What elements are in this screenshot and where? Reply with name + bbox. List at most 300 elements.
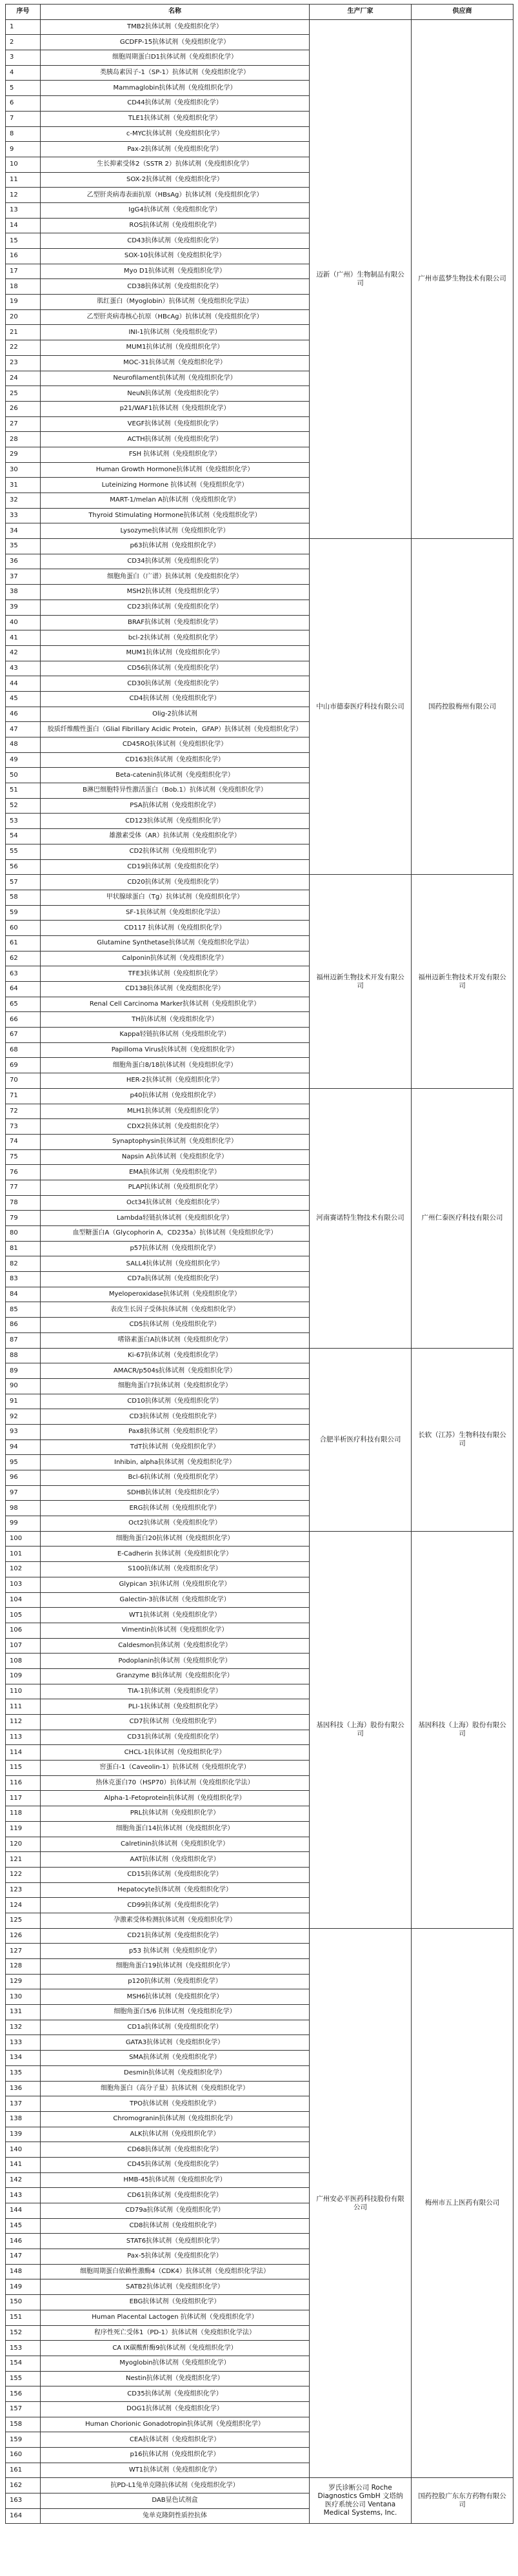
row-seq: 143 <box>6 2188 41 2203</box>
row-name: CD38抗体试剂（免疫组织化学） <box>41 279 310 295</box>
row-name: CD123抗体试剂（免疫组织化学） <box>41 814 310 829</box>
row-seq: 14 <box>6 218 41 233</box>
row-name: WT1抗体试剂（免疫组织化学） <box>41 1608 310 1623</box>
row-name: 细胞角蛋白5/6 抗体试剂（免疫组织化学） <box>41 2005 310 2020</box>
row-name: Beta-catenin抗体试剂（免疫组织化学） <box>41 768 310 783</box>
row-seq: 80 <box>6 1226 41 1242</box>
product-table <box>5 4 513 2524</box>
row-name: 兔单克隆阴性质控抗体 <box>41 2508 310 2524</box>
row-name: AMACR/p504s抗体试剂（免疫组织化学） <box>41 1363 310 1379</box>
row-name: p53 抗体试剂（免疫组织化学） <box>41 1944 310 1959</box>
row-seq: 87 <box>6 1332 41 1348</box>
row-seq: 55 <box>6 844 41 859</box>
row-seq: 23 <box>6 355 41 371</box>
row-seq: 113 <box>6 1730 41 1745</box>
table-row <box>6 1348 513 1363</box>
row-seq: 100 <box>6 1531 41 1547</box>
row-name: Renal Cell Carcinoma Marker抗体试剂（免疫组织化学） <box>41 997 310 1012</box>
row-seq: 50 <box>6 768 41 783</box>
row-name: INI-1抗体试剂（免疫组织化学） <box>41 325 310 340</box>
row-name: Human Placental Lactogen 抗体试剂（免疫组织化学） <box>41 2310 310 2325</box>
supplier-cell: 广州仁泰医疗科技有限公司 <box>412 1088 513 1348</box>
row-seq: 86 <box>6 1318 41 1333</box>
row-name: CD5抗体试剂（免疫组织化学） <box>41 1318 310 1333</box>
row-name: Myo D1抗体试剂（免疫组织化学） <box>41 264 310 279</box>
row-name: 细胞周期蛋白依赖性激酶4（CDK4）抗体试剂（免疫组织化学法） <box>41 2264 310 2279</box>
row-name: AAT抗体试剂（免疫组织化学） <box>41 1852 310 1868</box>
supplier-cell: 长软（江苏）生物科技有限公司 <box>412 1348 513 1531</box>
row-name: Hepatocyte抗体试剂（免疫组织化学） <box>41 1882 310 1898</box>
row-name: Pax-2抗体试剂（免疫组织化学） <box>41 142 310 157</box>
row-seq: 17 <box>6 264 41 279</box>
row-name: 类胰岛素因子-1（SP-1）抗体试剂（免疫组织化学） <box>41 65 310 81</box>
row-name: 甲状腺球蛋白（Tg）抗体试剂（免疫组织化学） <box>41 890 310 905</box>
row-seq: 107 <box>6 1638 41 1654</box>
row-name: 乙型肝炎病毒核心抗原（HBcAg）抗体试剂（免疫组织化学） <box>41 309 310 325</box>
row-seq: 72 <box>6 1104 41 1119</box>
row-name: 程序性死亡受体1（PD-1）抗体试剂（免疫组织化学法） <box>41 2325 310 2341</box>
row-name: 窖蛋白-1（Caveolin-1）抗体试剂（免疫组织化学） <box>41 1761 310 1776</box>
manufacturer-cell: 合肥半析医疗科技有限公司 <box>310 1348 412 1531</box>
row-name: CD31抗体试剂（免疫组织化学） <box>41 1730 310 1745</box>
row-name: CD99抗体试剂（免疫组织化学） <box>41 1898 310 1913</box>
row-name: p57抗体试剂（免疫组织化学） <box>41 1241 310 1256</box>
row-seq: 120 <box>6 1837 41 1852</box>
row-seq: 48 <box>6 737 41 753</box>
row-seq: 126 <box>6 1928 41 1944</box>
row-seq: 38 <box>6 585 41 600</box>
row-name: Human Chorionic Gonadotropin抗体试剂（免疫组织化学） <box>41 2417 310 2432</box>
row-name: GCDFP-15抗体试剂（免疫组织化学） <box>41 35 310 50</box>
row-name: p21/WAF1抗体试剂（免疫组织化学） <box>41 401 310 416</box>
row-seq: 49 <box>6 752 41 768</box>
row-seq: 84 <box>6 1287 41 1302</box>
row-name: 抗PD-L1兔单克隆抗体试剂（免疫组织化学） <box>41 2478 310 2493</box>
row-seq: 31 <box>6 478 41 493</box>
row-name: CA IX碳酸酐酶9抗体试剂（免疫组织化学） <box>41 2341 310 2356</box>
row-name: CD20抗体试剂（免疫组织化学） <box>41 875 310 890</box>
row-seq: 39 <box>6 600 41 615</box>
row-seq: 85 <box>6 1302 41 1318</box>
row-name: 细胞角蛋白7抗体试剂（免疫组织化学） <box>41 1378 310 1394</box>
row-seq: 138 <box>6 2111 41 2127</box>
row-seq: 94 <box>6 1439 41 1455</box>
row-name: c-MYC抗体试剂（免疫组织化学） <box>41 126 310 142</box>
row-seq: 71 <box>6 1088 41 1104</box>
row-seq: 93 <box>6 1424 41 1439</box>
row-seq: 102 <box>6 1562 41 1577</box>
row-seq: 26 <box>6 401 41 416</box>
row-seq: 9 <box>6 142 41 157</box>
row-name: DAB显色试剂盒 <box>41 2493 310 2509</box>
row-name: Olig-2抗体试剂 <box>41 707 310 722</box>
row-name: 胶质纤维酸性蛋白（Glial Fibrillary Acidic Protein，GFAP）抗体试剂（免疫组织化学） <box>41 722 310 737</box>
row-name: Pax8抗体试剂（免疫组织化学） <box>41 1424 310 1439</box>
row-name: CD68抗体试剂（免疫组织化学） <box>41 2142 310 2158</box>
row-seq: 5 <box>6 81 41 96</box>
row-seq: 123 <box>6 1882 41 1898</box>
row-name: Lambda轻链抗体试剂（免疫组织化学） <box>41 1211 310 1226</box>
row-seq: 15 <box>6 233 41 249</box>
row-name: 细胞周期蛋白D1抗体试剂（免疫组织化学） <box>41 50 310 66</box>
row-seq: 57 <box>6 875 41 890</box>
supplier-cell: 基因科技（上海）股份有限公司 <box>412 1531 513 1928</box>
row-seq: 34 <box>6 523 41 539</box>
row-seq: 117 <box>6 1791 41 1806</box>
row-name: ACTH抗体试剂（免疫组织化学） <box>41 432 310 447</box>
row-name: Inhibin, alpha抗体试剂（免疫组织化学） <box>41 1455 310 1470</box>
row-seq: 18 <box>6 279 41 295</box>
row-seq: 29 <box>6 447 41 462</box>
row-seq: 133 <box>6 2035 41 2051</box>
row-name: CD10抗体试剂（免疫组织化学） <box>41 1394 310 1409</box>
row-seq: 157 <box>6 2401 41 2417</box>
row-name: p40抗体试剂（免疫组织化学） <box>41 1088 310 1104</box>
row-name: Human Growth Hormone抗体试剂（免疫组织化学） <box>41 462 310 478</box>
row-name: TH抗体试剂（免疫组织化学） <box>41 1012 310 1028</box>
row-name: S100抗体试剂（免疫组织化学） <box>41 1562 310 1577</box>
row-seq: 101 <box>6 1547 41 1562</box>
row-seq: 153 <box>6 2341 41 2356</box>
row-name: Thyroid Stimulating Hormone抗体试剂（免疫组织化学） <box>41 508 310 523</box>
row-seq: 69 <box>6 1058 41 1073</box>
row-seq: 70 <box>6 1073 41 1089</box>
row-seq: 162 <box>6 2478 41 2493</box>
row-seq: 8 <box>6 126 41 142</box>
row-seq: 62 <box>6 951 41 966</box>
row-name: 细胞角蛋白19抗体试剂（免疫组织化学） <box>41 1959 310 1975</box>
supplier-cell: 国药控股广东东方药物有限公司 <box>412 2478 513 2524</box>
row-seq: 160 <box>6 2448 41 2463</box>
row-name: MUM1抗体试剂（免疫组织化学） <box>41 645 310 661</box>
row-name: NeuN抗体试剂（免疫组织化学） <box>41 386 310 402</box>
manufacturer-cell: 广州安必平医药科技股份有限公司 <box>310 1928 412 2478</box>
row-seq: 33 <box>6 508 41 523</box>
supplier-cell: 广州市蓝梦生物技术有限公司 <box>412 19 513 538</box>
row-seq: 65 <box>6 997 41 1012</box>
row-name: TMB2抗体试剂（免疫组织化学） <box>41 19 310 35</box>
row-seq: 159 <box>6 2432 41 2448</box>
row-name: Napsin A抗体试剂（免疫组织化学） <box>41 1149 310 1165</box>
row-seq: 27 <box>6 416 41 432</box>
row-seq: 124 <box>6 1898 41 1913</box>
row-name: Galectin-3抗体试剂（免疫组织化学） <box>41 1592 310 1608</box>
row-name: Oct34抗体试剂（免疫组织化学） <box>41 1195 310 1211</box>
row-name: Luteinizing Hormone 抗体试剂（免疫组织化学） <box>41 478 310 493</box>
row-name: 乙型肝炎病毒表面抗原（HBsAg）抗体试剂（免疫组织化学） <box>41 188 310 203</box>
row-name: CDX2抗体试剂（免疫组织化学） <box>41 1119 310 1135</box>
row-seq: 103 <box>6 1577 41 1592</box>
row-name: Vimentin抗体试剂（免疫组织化学） <box>41 1623 310 1638</box>
row-name: TdT抗体试剂（免疫组织化学） <box>41 1439 310 1455</box>
row-name: 嗜铬素蛋白A抗体试剂（免疫组织化学） <box>41 1332 310 1348</box>
manufacturer-cell: 罗氏诊断公司 Roche Diagnostics GmbH 文塔纳医疗系统公司 Ventana Medical Systems, Inc. <box>310 2478 412 2524</box>
row-seq: 61 <box>6 935 41 951</box>
row-seq: 148 <box>6 2264 41 2279</box>
table-row <box>6 875 513 890</box>
row-seq: 128 <box>6 1959 41 1975</box>
row-seq: 164 <box>6 2508 41 2524</box>
row-name: CD45RO抗体试剂（免疫组织化学） <box>41 737 310 753</box>
row-seq: 73 <box>6 1119 41 1135</box>
row-name: 热休克蛋白70（HSP70）抗体试剂（免疫组织化学法） <box>41 1775 310 1791</box>
table-row <box>6 1928 513 1944</box>
row-name: Alpha-1-Fetoprotein抗体试剂（免疫组织化学） <box>41 1791 310 1806</box>
row-seq: 90 <box>6 1378 41 1394</box>
row-seq: 92 <box>6 1409 41 1425</box>
row-seq: 97 <box>6 1485 41 1501</box>
row-name: CD43抗体试剂（免疫组织化学） <box>41 233 310 249</box>
row-seq: 47 <box>6 722 41 737</box>
row-seq: 112 <box>6 1715 41 1730</box>
manufacturer-cell: 中山市德泰医疗科技有限公司 <box>310 539 412 875</box>
row-name: 细胞角蛋白（高分子量）抗体试剂（免疫组织化学） <box>41 2081 310 2096</box>
document-page <box>5 4 513 2524</box>
row-seq: 83 <box>6 1272 41 1287</box>
row-name: 细胞角蛋白14抗体试剂（免疫组织化学） <box>41 1821 310 1837</box>
row-seq: 95 <box>6 1455 41 1470</box>
row-name: CHCL-1抗体试剂（免疫组织化学） <box>41 1745 310 1761</box>
supplier-cell: 国药控股梅州有限公司 <box>412 539 513 875</box>
row-name: BRAF抗体试剂（免疫组织化学） <box>41 615 310 630</box>
row-seq: 67 <box>6 1028 41 1043</box>
row-name: HER-2抗体试剂（免疫组织化学） <box>41 1073 310 1089</box>
row-seq: 6 <box>6 96 41 112</box>
manufacturer-cell: 迈新（广州）生物制品有限公司 <box>310 19 412 538</box>
row-seq: 130 <box>6 1989 41 2005</box>
row-name: HMB-45抗体试剂（免疫组织化学） <box>41 2172 310 2188</box>
row-name: SF-1抗体试剂（免疫组织化学法） <box>41 905 310 921</box>
row-name: Desmin抗体试剂（免疫组织化学） <box>41 2065 310 2081</box>
row-name: SOX-10抗体试剂（免疫组织化学） <box>41 249 310 264</box>
manufacturer-cell: 福州迈新生物技术开发有限公司 <box>310 875 412 1089</box>
row-name: CD45抗体试剂（免疫组织化学） <box>41 2157 310 2172</box>
row-seq: 19 <box>6 295 41 310</box>
row-seq: 43 <box>6 661 41 676</box>
row-seq: 2 <box>6 35 41 50</box>
row-seq: 74 <box>6 1134 41 1149</box>
row-seq: 25 <box>6 386 41 402</box>
row-name: 孕激素受体检测抗体试剂（免疫组织化学） <box>41 1913 310 1928</box>
row-seq: 105 <box>6 1608 41 1623</box>
row-seq: 82 <box>6 1256 41 1272</box>
row-seq: 129 <box>6 1974 41 1989</box>
row-seq: 89 <box>6 1363 41 1379</box>
row-name: CD34抗体试剂（免疫组织化学） <box>41 554 310 569</box>
row-name: Myoglobin抗体试剂（免疫组织化学） <box>41 2356 310 2371</box>
table-row <box>6 539 513 554</box>
row-name: ERG抗体试剂（免疫组织化学） <box>41 1501 310 1516</box>
row-seq: 134 <box>6 2051 41 2066</box>
row-seq: 44 <box>6 676 41 692</box>
row-seq: 131 <box>6 2005 41 2020</box>
row-seq: 56 <box>6 859 41 875</box>
row-name: CD1a抗体试剂（免疫组织化学） <box>41 2020 310 2035</box>
supplier-cell: 梅州市五上医药有限公司 <box>412 1928 513 2478</box>
row-seq: 96 <box>6 1470 41 1486</box>
row-name: Nestin抗体试剂（免疫组织化学） <box>41 2371 310 2386</box>
row-name: Lysozyme抗体试剂（免疫组织化学） <box>41 523 310 539</box>
row-name: VEGF抗体试剂（免疫组织化学） <box>41 416 310 432</box>
row-name: PSA抗体试剂（免疫组织化学） <box>41 798 310 814</box>
row-seq: 60 <box>6 921 41 936</box>
row-name: IgG4抗体试剂（免疫组织化学） <box>41 202 310 218</box>
row-seq: 158 <box>6 2417 41 2432</box>
row-seq: 4 <box>6 65 41 81</box>
row-name: SOX-2抗体试剂（免疫组织化学） <box>41 172 310 188</box>
row-seq: 108 <box>6 1654 41 1669</box>
table-row <box>6 19 513 35</box>
row-name: CD15抗体试剂（免疫组织化学） <box>41 1867 310 1882</box>
row-seq: 20 <box>6 309 41 325</box>
row-name: Papillomа Virus抗体试剂（免疫组织化学） <box>41 1042 310 1058</box>
row-seq: 22 <box>6 340 41 356</box>
row-name: MLH1抗体试剂（免疫组织化学） <box>41 1104 310 1119</box>
row-name: 细胞角蛋白（广谱）抗体试剂（免疫组织化学） <box>41 569 310 585</box>
row-seq: 141 <box>6 2157 41 2172</box>
row-seq: 121 <box>6 1852 41 1868</box>
row-name: GATA3抗体试剂（免疫组织化学） <box>41 2035 310 2051</box>
row-seq: 142 <box>6 2172 41 2188</box>
row-name: CD4抗体试剂（免疫组织化学） <box>41 691 310 707</box>
manufacturer-cell: 基因科技（上海）股份有限公司 <box>310 1531 412 1928</box>
row-name: Pax-5抗体试剂（免疫组织化学） <box>41 2249 310 2265</box>
row-name: 细胞角蛋白20抗体试剂（免疫组织化学） <box>41 1531 310 1547</box>
row-name: TIA-1抗体试剂（免疫组织化学） <box>41 1684 310 1699</box>
row-name: EMA抗体试剂（免疫组织化学） <box>41 1165 310 1180</box>
row-name: B淋巴细胞特异性激活蛋白（Bob.1）抗体试剂（免疫组织化学） <box>41 783 310 799</box>
row-seq: 45 <box>6 691 41 707</box>
row-seq: 35 <box>6 539 41 554</box>
row-name: MUM1抗体试剂（免疫组织化学） <box>41 340 310 356</box>
row-seq: 116 <box>6 1775 41 1791</box>
row-seq: 98 <box>6 1501 41 1516</box>
row-seq: 163 <box>6 2493 41 2509</box>
row-name: CD56抗体试剂（免疫组织化学） <box>41 661 310 676</box>
row-seq: 24 <box>6 371 41 386</box>
table-header-row <box>6 5 513 20</box>
row-seq: 99 <box>6 1516 41 1532</box>
row-seq: 7 <box>6 111 41 126</box>
row-name: TFE3抗体试剂（免疫组织化学） <box>41 966 310 982</box>
row-name: CEA抗体试剂（免疫组织化学） <box>41 2432 310 2448</box>
row-seq: 16 <box>6 249 41 264</box>
row-name: Ki-67抗体试剂（免疫组织化学） <box>41 1348 310 1363</box>
row-seq: 13 <box>6 202 41 218</box>
row-name: Oct2抗体试剂（免疫组织化学） <box>41 1516 310 1532</box>
row-name: 肌红蛋白（Myoglobin）抗体试剂（免疫组织化学法） <box>41 295 310 310</box>
row-name: CD30抗体试剂（免疫组织化学） <box>41 676 310 692</box>
row-name: Podoplanin抗体试剂（免疫组织化学） <box>41 1654 310 1669</box>
row-seq: 125 <box>6 1913 41 1928</box>
row-seq: 106 <box>6 1623 41 1638</box>
row-seq: 136 <box>6 2081 41 2096</box>
row-seq: 109 <box>6 1668 41 1684</box>
row-name: Granzyme B抗体试剂（免疫组织化学） <box>41 1668 310 1684</box>
row-name: Kappa轻链抗体试剂（免疫组织化学） <box>41 1028 310 1043</box>
row-name: CD138抗体试剂（免疫组织化学） <box>41 982 310 997</box>
row-seq: 111 <box>6 1699 41 1715</box>
row-seq: 110 <box>6 1684 41 1699</box>
row-name: SATB2抗体试剂（免疫组织化学） <box>41 2279 310 2295</box>
header-seq: 序号 <box>6 5 41 20</box>
row-seq: 66 <box>6 1012 41 1028</box>
row-name: Mammaglobin抗体试剂（免疫组织化学） <box>41 81 310 96</box>
row-seq: 156 <box>6 2386 41 2402</box>
row-seq: 52 <box>6 798 41 814</box>
row-name: Bcl-6抗体试剂（免疫组织化学） <box>41 1470 310 1486</box>
row-name: TLE1抗体试剂（免疫组织化学） <box>41 111 310 126</box>
row-name: MSH2抗体试剂（免疫组织化学） <box>41 585 310 600</box>
row-name: Calponin抗体试剂（免疫组织化学） <box>41 951 310 966</box>
table-body <box>6 19 513 2524</box>
row-name: CD7a抗体试剂（免疫组织化学） <box>41 1272 310 1287</box>
row-name: DOG1抗体试剂（免疫组织化学） <box>41 2401 310 2417</box>
row-seq: 150 <box>6 2295 41 2310</box>
row-seq: 146 <box>6 2234 41 2249</box>
row-seq: 76 <box>6 1165 41 1180</box>
row-seq: 59 <box>6 905 41 921</box>
row-name: TPO抗体试剂（免疫组织化学） <box>41 2096 310 2112</box>
row-name: Myeloperoxidase抗体试剂（免疫组织化学） <box>41 1287 310 1302</box>
row-name: EBG抗体试剂（免疫组织化学） <box>41 2295 310 2310</box>
row-name: CD21抗体试剂（免疫组织化学） <box>41 1928 310 1944</box>
row-seq: 42 <box>6 645 41 661</box>
row-name: MSH6抗体试剂（免疫组织化学） <box>41 1989 310 2005</box>
row-seq: 91 <box>6 1394 41 1409</box>
row-name: CD79a抗体试剂（免疫组织化学） <box>41 2203 310 2219</box>
row-seq: 46 <box>6 707 41 722</box>
row-name: STAT6抗体试剂（免疫组织化学） <box>41 2234 310 2249</box>
row-seq: 11 <box>6 172 41 188</box>
row-name: CD61抗体试剂（免疫组织化学） <box>41 2188 310 2203</box>
row-seq: 147 <box>6 2249 41 2265</box>
manufacturer-cell: 河南赛诺特生物技术有限公司 <box>310 1088 412 1348</box>
row-name: CD3抗体试剂（免疫组织化学） <box>41 1409 310 1425</box>
row-name: CD23抗体试剂（免疫组织化学） <box>41 600 310 615</box>
table-row <box>6 1088 513 1104</box>
row-name: p16抗体试剂（免疫组织化学） <box>41 2448 310 2463</box>
row-seq: 58 <box>6 890 41 905</box>
row-seq: 115 <box>6 1761 41 1776</box>
row-seq: 114 <box>6 1745 41 1761</box>
row-seq: 3 <box>6 50 41 66</box>
row-seq: 140 <box>6 2142 41 2158</box>
row-seq: 122 <box>6 1867 41 1882</box>
row-name: PLAP抗体试剂（免疫组织化学） <box>41 1180 310 1195</box>
row-seq: 1 <box>6 19 41 35</box>
row-seq: 68 <box>6 1042 41 1058</box>
row-name: PRL抗体试剂（免疫组织化学） <box>41 1806 310 1822</box>
row-seq: 151 <box>6 2310 41 2325</box>
row-name: SMA抗体试剂（免疫组织化学） <box>41 2051 310 2066</box>
row-name: SALL4抗体试剂（免疫组织化学） <box>41 1256 310 1272</box>
row-name: Glutamine Synthetase抗体试剂（免疫组织化学法） <box>41 935 310 951</box>
row-name: Neurofilament抗体试剂（免疫组织化学） <box>41 371 310 386</box>
row-name: 生长抑素受体2（SSTR 2）抗体试剂（免疫组织化学） <box>41 157 310 172</box>
row-name: p63抗体试剂（免疫组织化学） <box>41 539 310 554</box>
row-name: CD117 抗体试剂（免疫组织化学） <box>41 921 310 936</box>
row-name: 细胞角蛋白8/18抗体试剂（免疫组织化学） <box>41 1058 310 1073</box>
row-seq: 149 <box>6 2279 41 2295</box>
row-seq: 81 <box>6 1241 41 1256</box>
row-seq: 64 <box>6 982 41 997</box>
row-name: Calretinin抗体试剂（免疫组织化学） <box>41 1837 310 1852</box>
table-row <box>6 2478 513 2493</box>
row-seq: 21 <box>6 325 41 340</box>
row-seq: 88 <box>6 1348 41 1363</box>
row-seq: 77 <box>6 1180 41 1195</box>
